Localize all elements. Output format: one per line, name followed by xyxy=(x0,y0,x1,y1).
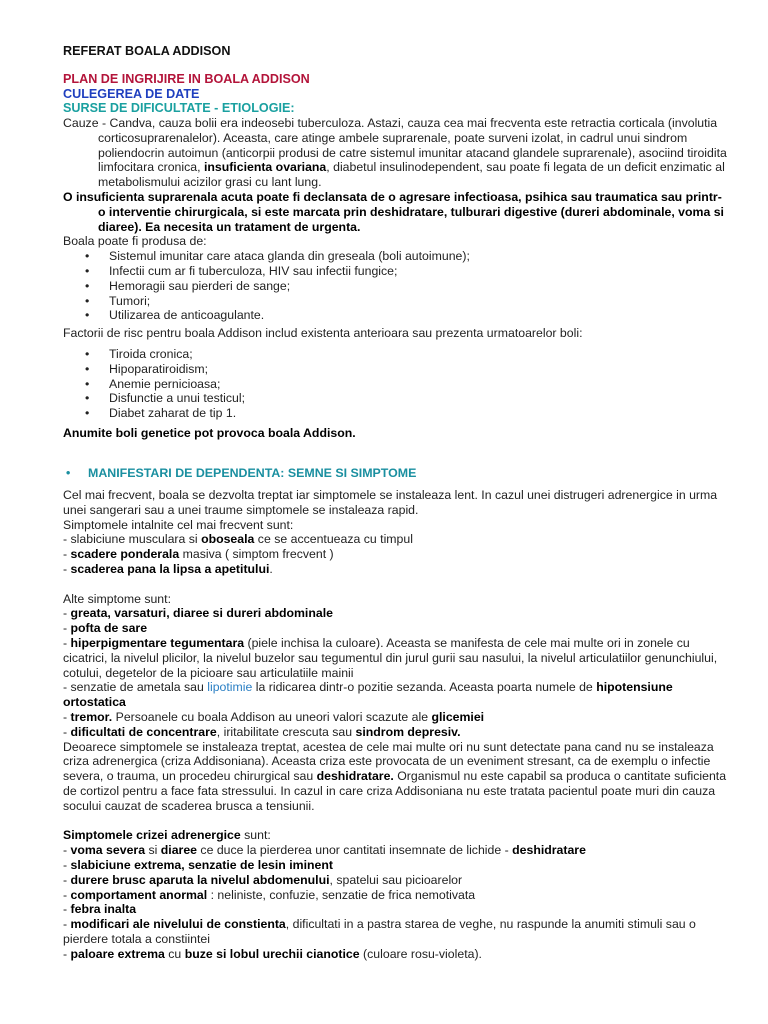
list-item: • Utilizarea de anticoagulante. xyxy=(85,308,265,323)
crisis-line: - voma severa si diaree ce duce la pierderea unor cantitati insemnate de lichide - deshidratare xyxy=(63,843,586,858)
list-item: • Disfunctie a unui testicul; xyxy=(85,391,246,406)
manifestations-heading: MANIFESTARI DE DEPENDENTA: SEMNE SI SIMPTOME xyxy=(88,466,417,480)
etiology-section xyxy=(63,116,728,441)
cause-paragraph: Cauze - Candva, cauza bolii era indeosebi tuberculoza. Astazi, cauza cea mai frecventa este retractia corticala (involutia corticosuprarenalelor). Aceasta, care atinge ambele suprarenale, poate surveni izolat, in cadrul unui sindrom poliendocrin autoimun (anticorpii produsi de catre sistemul imunitar atacand glandele suprarenale), asociind tiroidita limfocitara cronica, insuficienta ovariana, diabetul insulinodependent, sau poate fi legata de un deficit enzimatic al metabolismului acizilor grasi cu lant lung. xyxy=(63,116,727,190)
symptom-line: - pofta de sare xyxy=(63,621,148,636)
symptom-line: - greata, varsaturi, diaree si dureri abdominale xyxy=(63,606,333,621)
list-item: • Sistemul imunitar care ataca glanda din greseala (boli autoimune); xyxy=(85,249,470,264)
document-title: REFERAT BOALA ADDISON xyxy=(63,44,231,58)
common-intro: Simptomele intalnite cel mai frecvent sunt: xyxy=(63,517,294,532)
produced-list xyxy=(63,249,728,323)
crisis-line: - comportament anormal : neliniste, confuzie, senzatie de frica nemotivata xyxy=(63,887,476,902)
list-item: • Tumori; xyxy=(85,293,151,308)
crisis-symptoms-title: Simptomele crizei adrenergice sunt: xyxy=(63,828,271,843)
bullet-icon: • xyxy=(66,466,71,480)
sources-title: SURSE DE DIFICULTATE - ETIOLOGIE: xyxy=(63,101,295,115)
lipotimie-link[interactable]: lipotimie xyxy=(207,680,253,695)
plan-title: PLAN DE INGRIJIRE IN BOALA ADDISON xyxy=(63,72,310,86)
list-item: • Infectii cum ar fi tuberculoza, HIV sau infectii fungice; xyxy=(85,263,398,278)
symptom-line: - dificultati de concentrare, iritabilitate crescuta sau sindrom depresiv. xyxy=(63,724,461,739)
crisis-line: - paloare extrema cu buze si lobul urechii cianotice (culoare rosu-violeta). xyxy=(63,946,482,961)
crisis-line: - febra inalta xyxy=(63,902,137,917)
produced-intro: Boala poate fi produsa de: xyxy=(63,234,207,249)
genetic-note: Anumite boli genetice pot provoca boala Addison. xyxy=(63,425,356,440)
list-item: • Diabet zaharat de tip 1. xyxy=(85,406,237,421)
manifestations-section xyxy=(63,488,728,962)
list-item: • Anemie pernicioasa; xyxy=(85,376,221,391)
other-intro: Alte simptome sunt: xyxy=(63,591,171,606)
symptom-line: - senzatie de ametala sau lipotimie la ridicarea dintr-o pozitie sezanda. Aceasta poarta numele de hipotensiune ortostatica xyxy=(63,680,673,710)
symptom-line: - tremor. Persoanele cu boala Addison au uneori valori scazute ale glicemiei xyxy=(63,709,485,724)
symptom-line: - scadere ponderala masiva ( simptom frecvent ) xyxy=(63,547,334,562)
intro-paragraph: Cel mai frecvent, boala se dezvolta treptat iar simptomele se instaleaza lent. In cazul unei distrugeri adrenergice in urma unei sangerari sau a unei traume simptomele se instaleaza rapid. xyxy=(63,488,718,517)
risk-list xyxy=(63,347,728,421)
collect-title: CULEGEREA DE DATE xyxy=(63,87,200,101)
list-item: • Hemoragii sau pierderi de sange; xyxy=(85,278,291,293)
crisis-paragraph: Deoarece simptomele se instaleaza treptat, acestea de cele mai multe ori nu sunt detectate pana cand nu se instaleaza criza adrenergica (criza Addisoniana). Aceasta criza este provocata de un eveniment stresant, ca de exemplu o infectie severa, o trauma, un procedeu chirurgical sau deshidratare. Organismul nu este capabil sa produca o cantitate suficienta de cortizol pentru a face fata stressului. In cazul in care criza Addisoniana nu este tratata pacientul poate muri din cauza socului cauzat de scaderea brusca a tensiunii. xyxy=(63,739,727,813)
acute-paragraph: O insuficienta suprarenala acuta poate fi declansata de o agresare infectioasa, psihica sau traumatica sau printr-o interventie chirurgicala, si este marcata prin deshidratare, tulburari digestive (dureri abdominale, voma si diaree). Ea necesita un tratament de urgenta. xyxy=(63,189,724,234)
symptom-line: - scaderea pana la lipsa a apetitului. xyxy=(63,561,273,576)
risk-intro: Factorii de risc pentru boala Addison includ existenta anterioara sau prezenta urmatoarelor boli: xyxy=(63,326,583,341)
crisis-line: - modificari ale nivelului de constienta, dificultati in a pastra starea de veghe, nu raspunde la anumiti stimuli sau o pierdere totala a constiintei xyxy=(63,917,696,946)
symptom-line: - hiperpigmentare tegumentara (piele inchisa la culoare). Aceasta se manifesta de cele mai multe ori in zonele cu cicatrici, la nivelul plicilor, la nivelul buzelor sau tegumentul din jurul gurii sau nasului, la nivelul articulatiilor genunchiului, cotului, degetelor de la picioare sau articulatiile mainii xyxy=(63,635,718,680)
symptom-line: - slabiciune musculara si oboseala ce se accentueaza cu timpul xyxy=(63,532,413,547)
list-item: • Tiroida cronica; xyxy=(85,346,193,361)
crisis-line: - slabiciune extrema, senzatie de lesin iminent xyxy=(63,857,333,872)
list-item: • Hipoparatiroidism; xyxy=(85,361,209,376)
crisis-line: - durere brusc aparuta la nivelul abdomenului, spatelui sau picioarelor xyxy=(63,872,463,887)
